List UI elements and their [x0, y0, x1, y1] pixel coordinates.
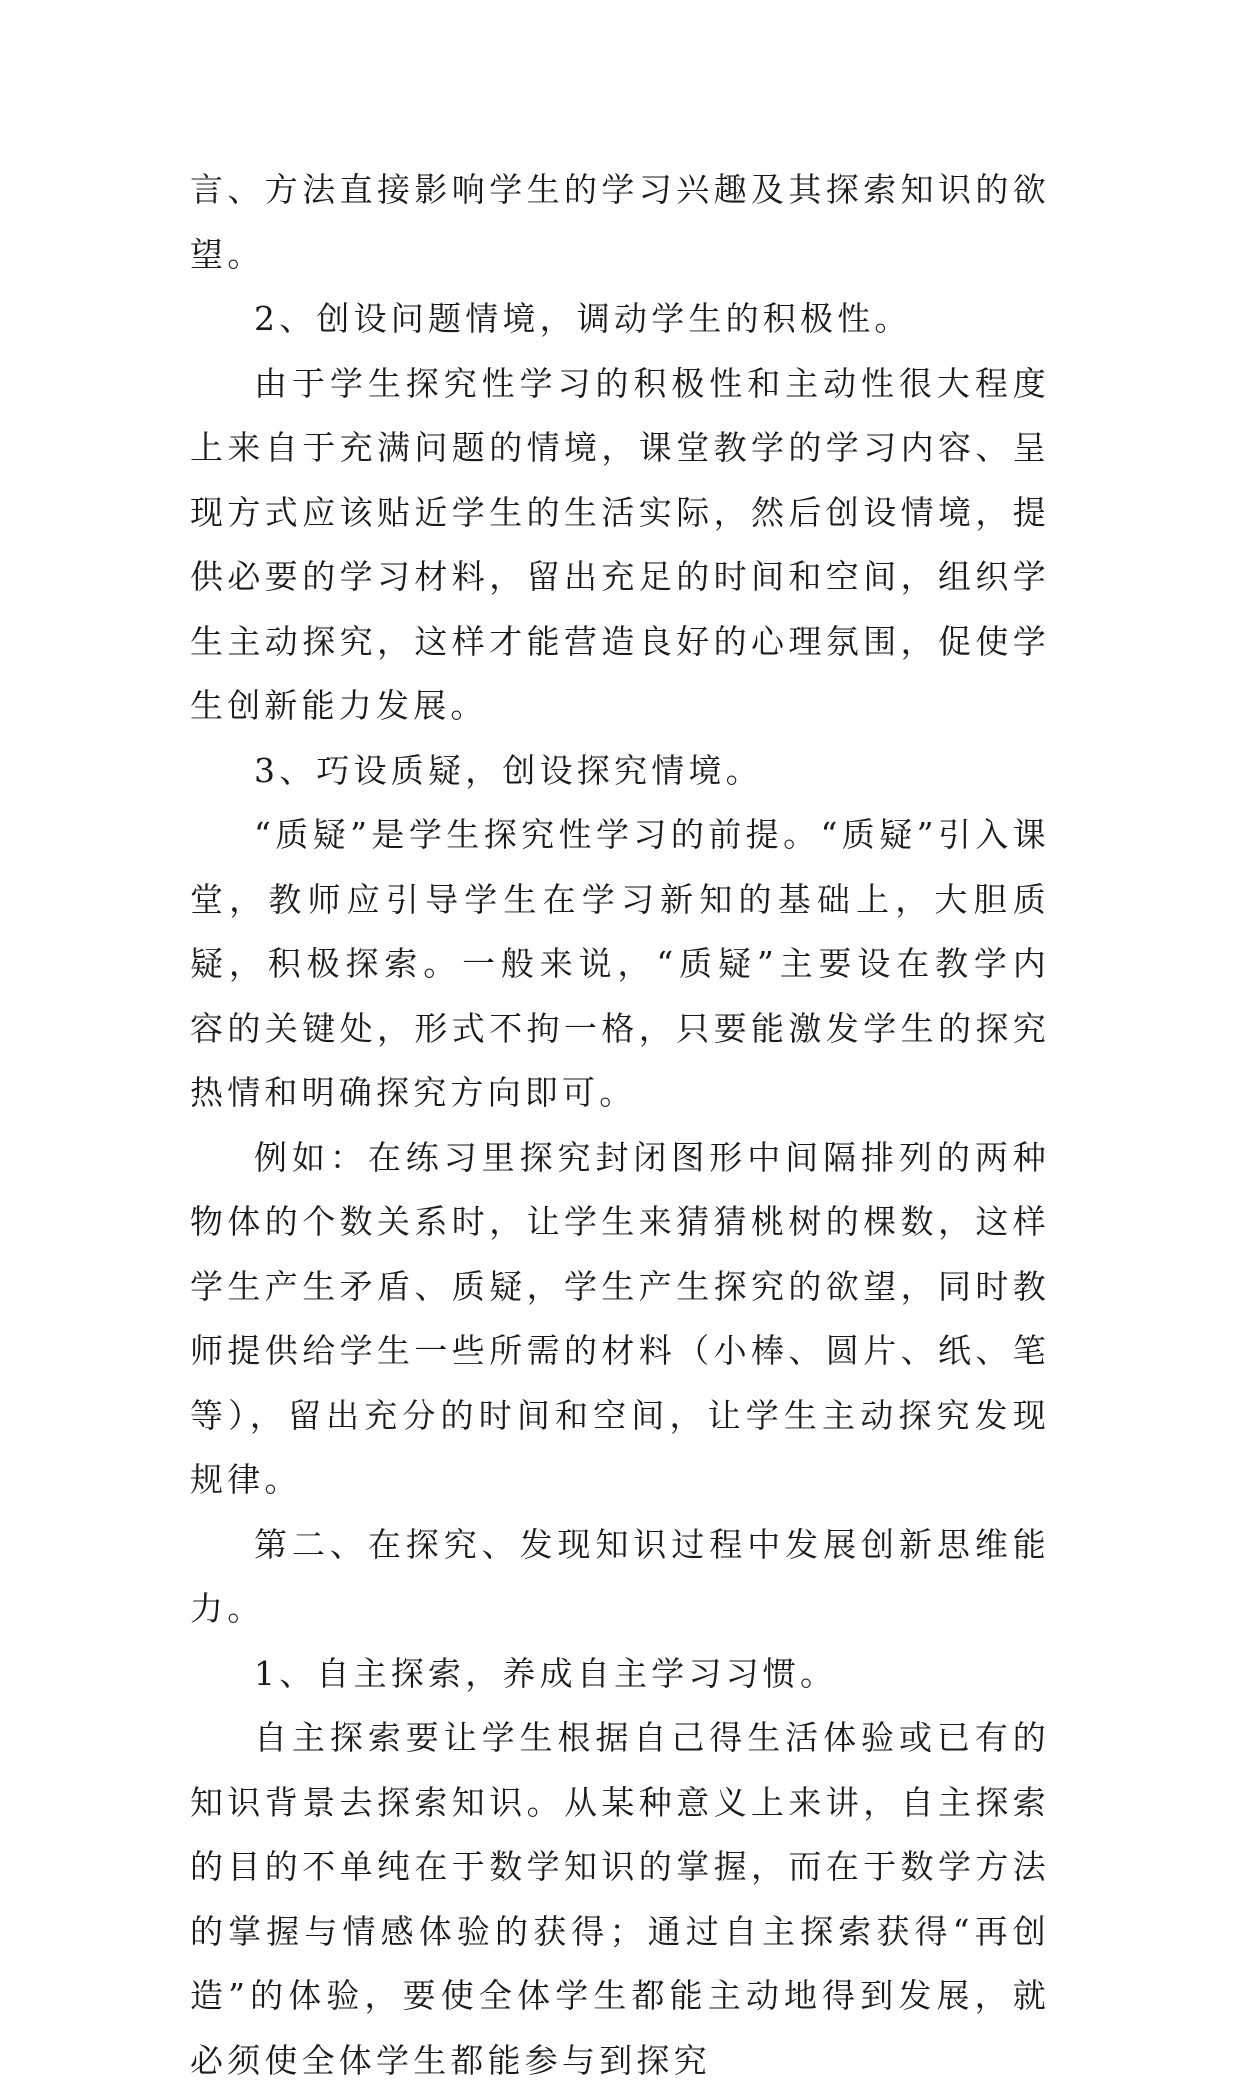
heading-self-exploration: 1、自主探索，养成自主学习习惯。	[254, 1653, 838, 1693]
heading-create-problem-situation: 2、创设问题情境，调动学生的积极性。	[254, 299, 912, 338]
heading-questioning: 3、巧设质疑，创设探究情境。	[254, 750, 763, 790]
paragraph-continuation: 言、方法直接影响学生的学习兴趣及其探索知识的欲望。	[190, 170, 1050, 274]
paragraph-self-exploration: 自主探索要让学生根据自己得生活体验或已有的知识背景去探索知识。从某种意义上来讲，自主探索的目的不单纯在于数学知识的掌握，而在于数学方法的掌握与情感体验的获得；通过自主探索获得“再创造”的体验，要使全体学生都能主动地得到发展，就必须使全体学生都能参与到探究	[190, 1718, 1050, 2080]
paragraph-example: 例如：在练习里探究封闭图形中间隔排列的两种物体的个数关系时，让学生来猜猜桃树的棵数，这样学生产生矛盾、质疑，学生产生探究的欲望，同时教师提供给学生一些所需的材料（小棒、圆片、纸、笔等），留出充分的时间和空间，让学生主动探究发现规律。	[190, 1137, 1050, 1499]
heading-section-two: 第二、在探究、发现知识过程中发展创新思维能力。	[190, 1524, 1050, 1628]
paragraph-questioning: “质疑”是学生探究性学习的前提。“质疑”引入课堂，教师应引导学生在学习新知的基础上，大胆质疑，积极探索。一般来说，“质疑”主要设在教学内容的关键处，形式不拘一格，只要能激发学生的探究热情和明确探究方向即可。	[190, 815, 1050, 1112]
paragraph-problem-situation: 由于学生探究性学习的积极性和主动性很大程度上来自于充满问题的情境，课堂教学的学习内容、呈现方式应该贴近学生的生活实际，然后创设情境，提供必要的学习材料，留出充足的时间和空间，组织学生主动探究，这样才能营造良好的心理氛围，促使学生创新能力发展。	[190, 363, 1050, 725]
document-page	[190, 158, 1050, 2093]
